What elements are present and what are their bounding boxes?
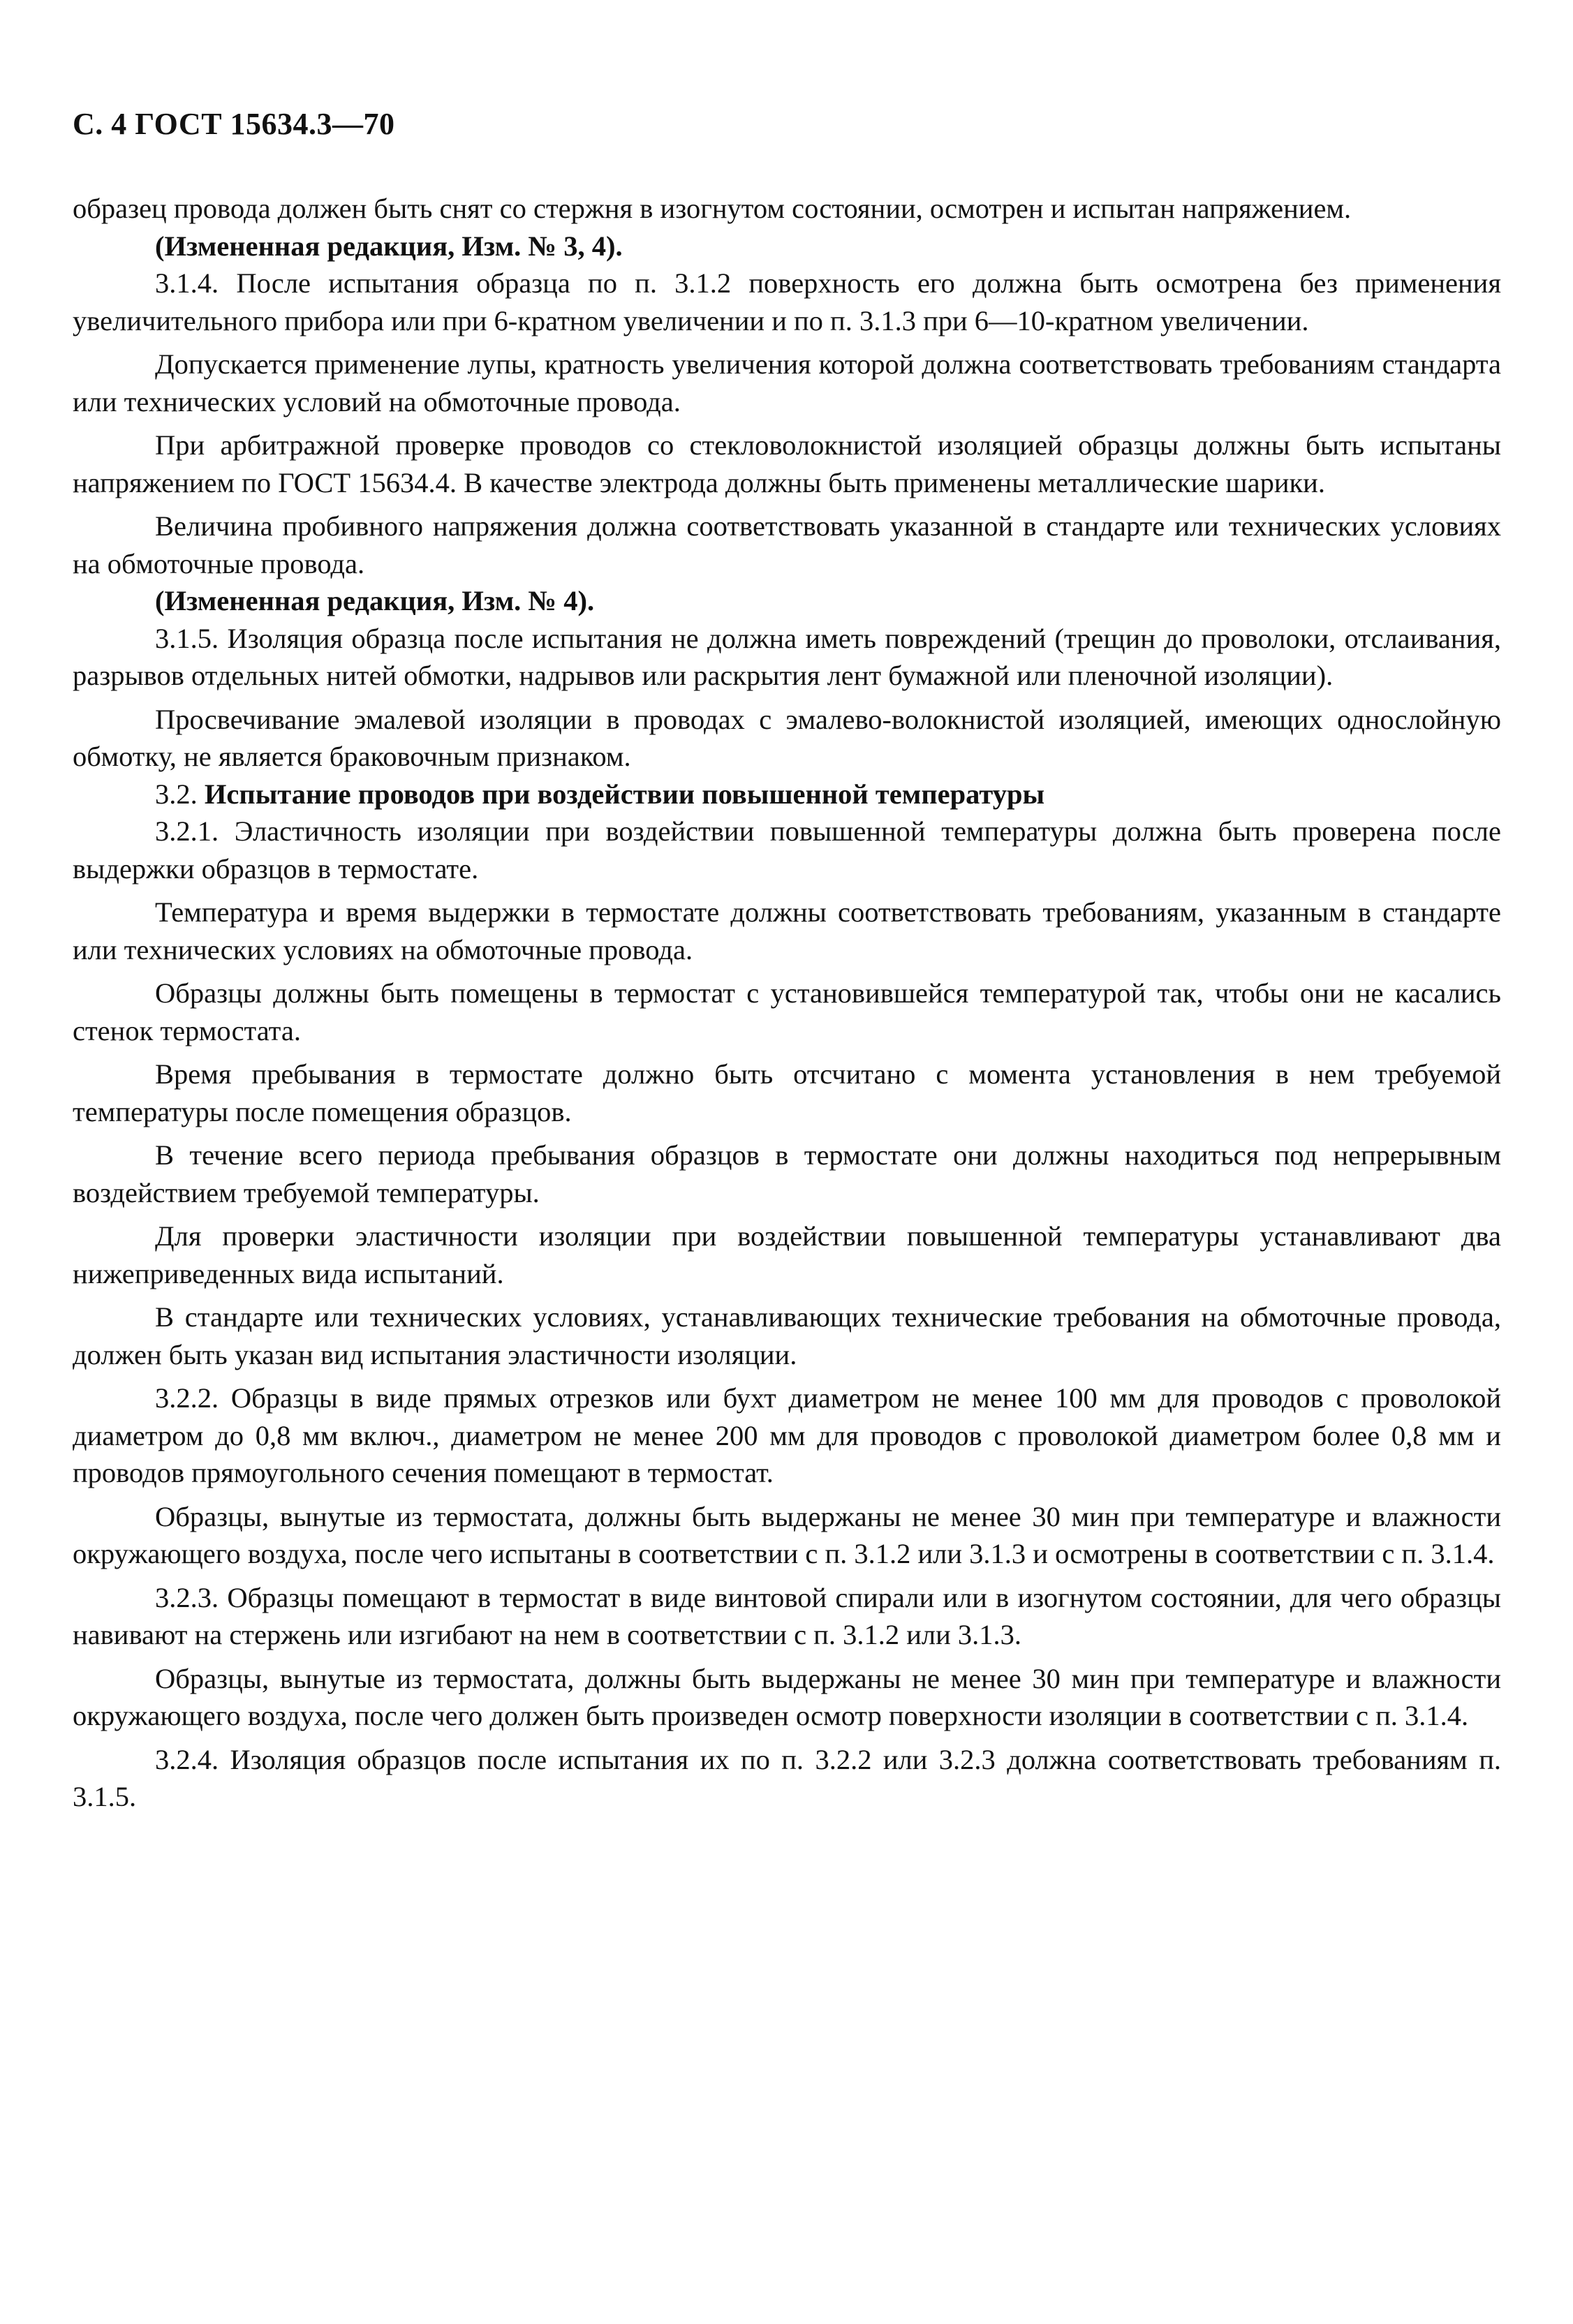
section-number: 3.2. [155,778,205,810]
section-title: Испытание проводов при воздействии повышенной температуры [204,778,1045,810]
paragraph: При арбитражной проверке проводов со стекловолокнистой изоляцией образцы должны быть испытаны напряжением по ГОСТ 15634.4. В качестве электрода должны быть применены металлические шарики. [73,429,1501,498]
amendment-note: (Измененная редакция, Изм. № 4). [155,585,595,616]
page-header: С. 4 ГОСТ 15634.3—70 [73,107,395,141]
amendment-note: (Измененная редакция, Изм. № 3, 4). [155,230,623,262]
paragraph-continuation: образец провода должен быть снят со стержня в изогнутом состоянии, осмотрен и испытан напряжением. [73,193,1352,224]
paragraph: Образцы, вынутые из термостата, должны быть выдержаны не менее 30 мин при температуре и влажности окружающего воздуха, после чего должен быть произведен осмотр поверхности изоляции в соответствии с п. 3.1.4. [73,1662,1501,1731]
paragraph: Температура и время выдержки в термостате должны соответствовать требованиям, указанным в стандарте или технических условиях на обмоточные провода. [73,896,1501,965]
clause-3-1-4: 3.1.4. После испытания образца по п. 3.1.2 поверхность его должна быть осмотрена без применения увеличительного прибора или при 6-кратном увеличении и по п. 3.1.3 при 6—10-кратном увеличении. [73,267,1501,336]
paragraph: Время пребывания в термостате должно быть отсчитано с момента установления в нем требуемой температуры после помещения образцов. [73,1058,1501,1127]
paragraph: В течение всего периода пребывания образцов в термостате они должны находиться под непрерывным воздействием требуемой температуры. [73,1139,1501,1208]
clause-3-1-5: 3.1.5. Изоляция образца после испытания не должна иметь повреждений (трещин до проволоки, отслаивания, разрывов отдельных нитей обмотки, надрывов или раскрытия лент бумажной или пленочной изоляции). [73,622,1501,691]
clause-3-2-2: 3.2.2. Образцы в виде прямых отрезков или бухт диаметром не менее 100 мм для проводов с проволокой диаметром до 0,8 мм включ., диаметром не менее 200 мм для проводов с проволокой диаметром более 0,8 мм и проводов прямоугольного сечения помещают в термостат. [73,1382,1501,1488]
clause-3-2-4: 3.2.4. Изоляция образцов после испытания их по п. 3.2.2 или 3.2.3 должна соответствовать требованиям п. 3.1.5. [73,1743,1501,1812]
paragraph: Величина пробивного напряжения должна соответствовать указанной в стандарте или технических условиях на обмоточные провода. [73,510,1501,579]
document-body [73,190,1501,1816]
clause-3-2-3: 3.2.3. Образцы помещают в термостат в виде винтовой спирали или в изогнутом состоянии, для чего образцы навивают на стержень или изгибают на нем в соответствии с п. 3.1.2 или 3.1.3. [73,1581,1501,1650]
section-heading-3-2 [73,776,1501,813]
paragraph: Просвечивание эмалевой изоляции в проводах с эмалево-волокнистой изоляцией, имеющих однослойную обмотку, не является браковочным признаком. [73,703,1501,772]
paragraph: В стандарте или технических условиях, устанавливающих технические требования на обмоточные провода, должен быть указан вид испытания эластичности изоляции. [73,1301,1501,1370]
paragraph: Для проверки эластичности изоляции при воздействии повышенной температуры устанавливают два нижеприведенных вида испытаний. [73,1220,1501,1289]
paragraph: Образцы должны быть помещены в термостат с установившейся температурой так, чтобы они не касались стенок термостата. [73,977,1501,1046]
clause-3-2-1: 3.2.1. Эластичность изоляции при воздействии повышенной температуры должна быть проверена после выдержки образцов в термостате. [73,815,1501,885]
paragraph: Образцы, вынутые из термостата, должны быть выдержаны не менее 30 мин при температуре и влажности окружающего воздуха, после чего испытаны в соответствии с п. 3.1.2 или 3.1.3 и осмотрены в соответствии с п. 3.1.4. [73,1500,1501,1569]
paragraph: Допускается применение лупы, кратность увеличения которой должна соответствовать требованиям стандарта или технических условий на обмоточные провода. [73,348,1501,417]
